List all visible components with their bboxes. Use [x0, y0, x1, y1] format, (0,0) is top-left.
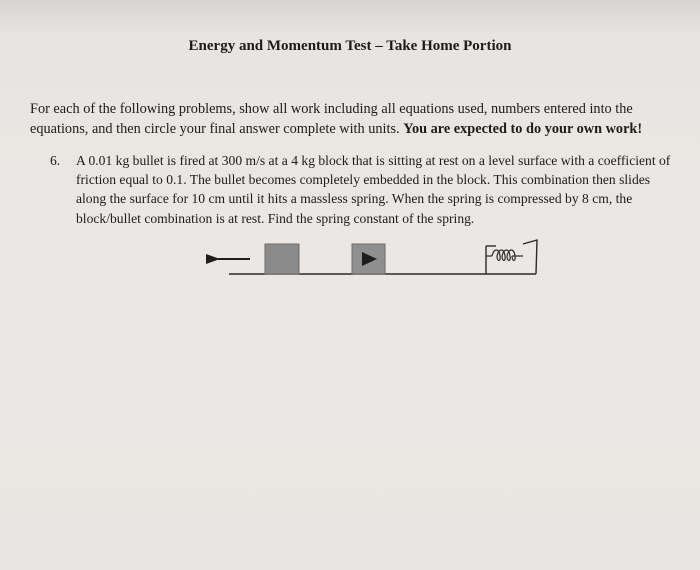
spring-icon [486, 250, 523, 261]
problem-number: 6. [50, 153, 61, 168]
problem-text: A 0.01 kg bullet is fired at 300 m/s at a 4 kg block that is sitting at rest on a level surface with a coefficient of friction equal to 0.1. The bullet becomes completely embedded in the block. This combination then slides along the surface for 10 cm until it hits a massless spring. When the spring is compressed by 8 cm, the block/bullet combination is at rest. Find the spring constant of the spring. [76, 153, 671, 226]
block-with-bullet-icon [352, 244, 385, 274]
block-icon [265, 244, 299, 274]
instructions-text: For each of the following problems, show all work including all equations used, numbers entered into the equations, and then circle your final answer complete with units. [30, 101, 633, 137]
bullet-arrow-icon [206, 254, 250, 264]
instructions-emphasis: You are expected to do your own work! [403, 120, 643, 137]
page-title: Energy and Momentum Test – Take Home Portion [188, 38, 512, 54]
